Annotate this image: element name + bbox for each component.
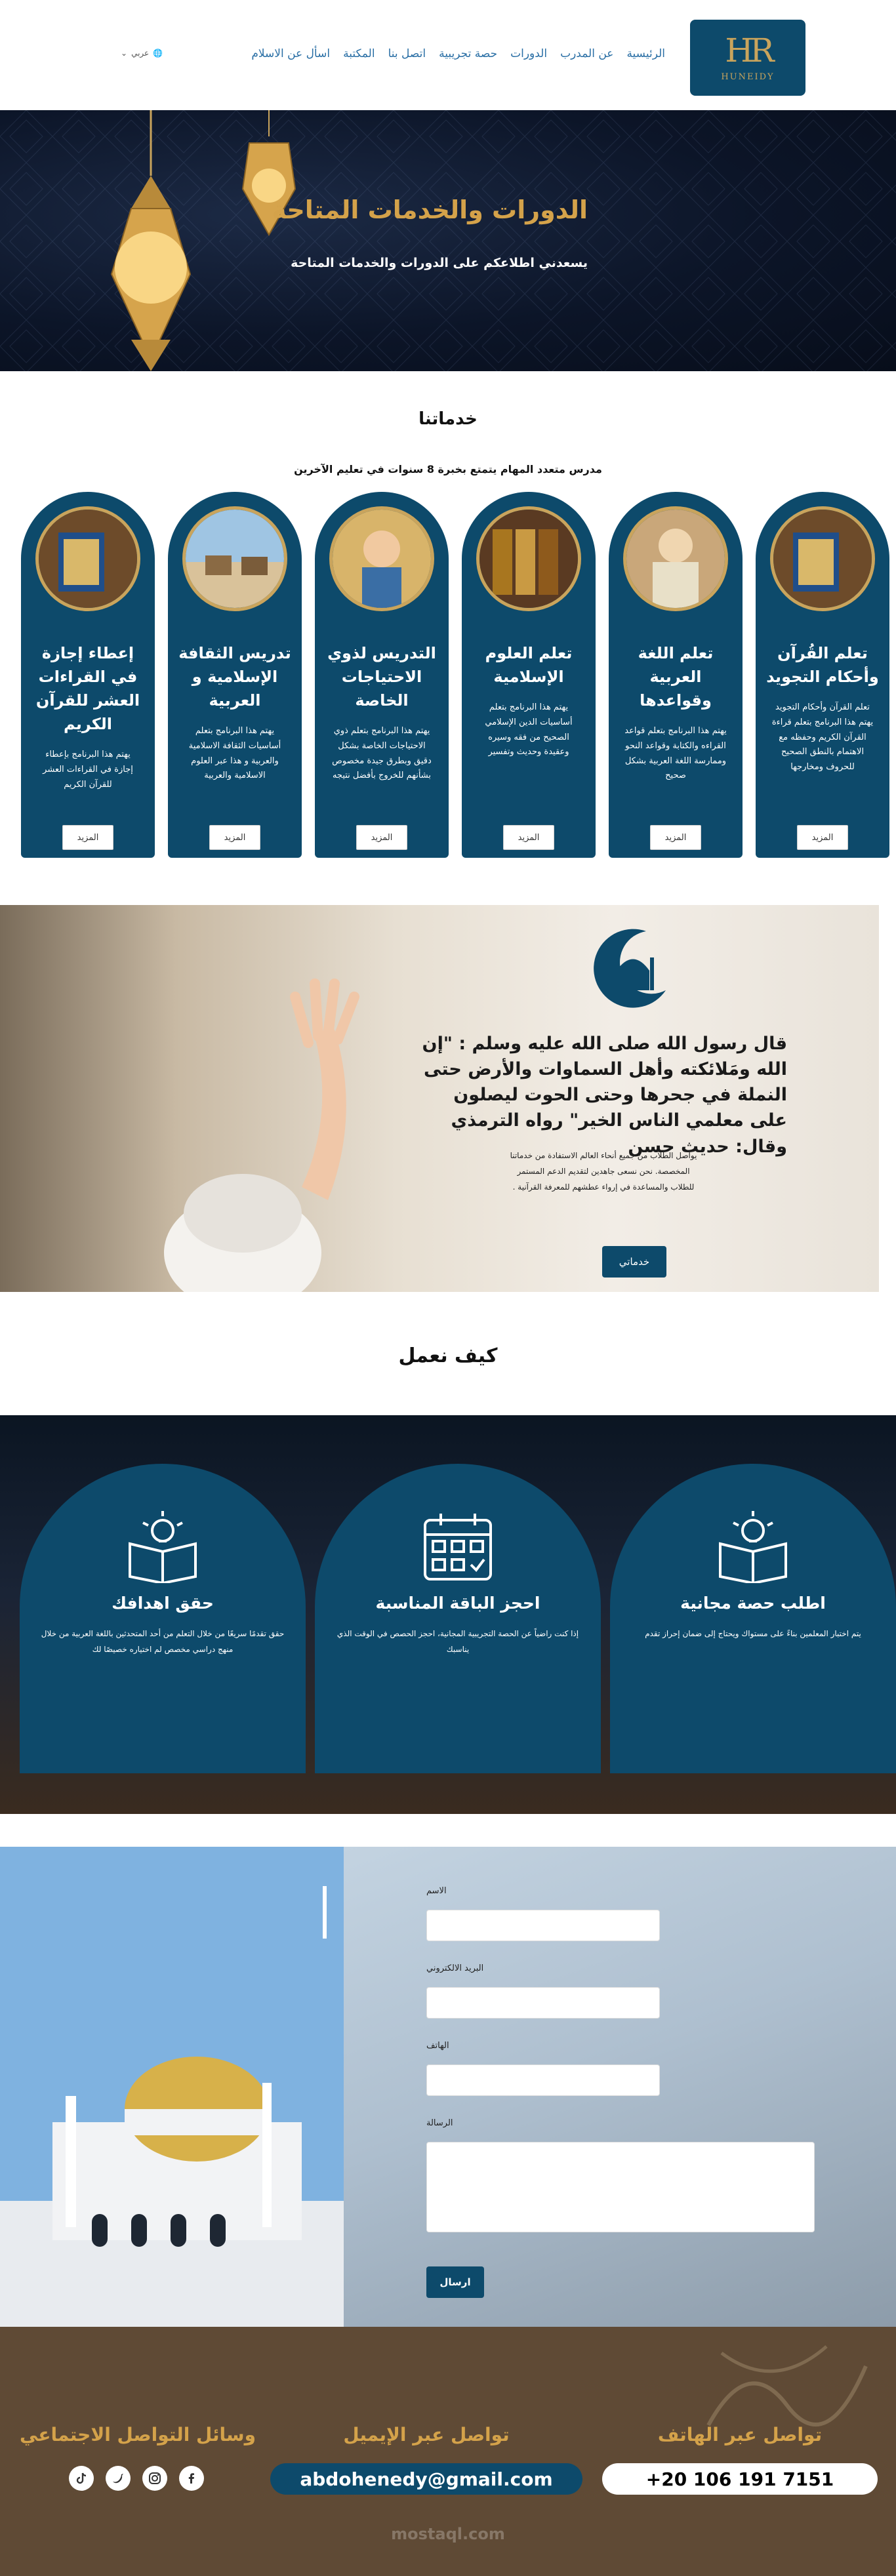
hadith-description: يواصل الطلاب من جميع أنحاء العالم الاستفادة من خدماتنا المخصصة. نحن نسعى جاهدين لتقديم الدعم المستمر للطلاب والمساعدة في إرواء عطشهم للمعرفة القرآنية . [510,1151,697,1192]
email-contact-title: تواصل عبر الإيميل [343,2424,510,2445]
services-title: خدماتنا [418,409,478,429]
quran-ijazah-image [35,506,140,611]
nav-about-trainer[interactable]: عن المدرب [560,47,614,60]
services-subtitle: مدرس متعدد المهام يتمتع بخبرة 8 سنوات في تعليم الآخرين [294,463,602,475]
name-field[interactable] [426,1910,660,1941]
social-links [63,2466,210,2491]
more-button[interactable]: المزيد [209,825,260,850]
phone-contact-title: تواصل عبر الهاتف [657,2424,823,2445]
nav-library[interactable]: المكتبة [343,47,375,60]
service-card[interactable] [168,492,302,858]
tiktok-icon[interactable] [69,2466,94,2491]
chevron-down-icon: ⌄ [121,49,128,58]
phone-number[interactable]: +20 106 191 7151 [602,2463,878,2495]
nav-ask-islam[interactable]: اسأل عن الاسلام [251,47,331,60]
logo-mark: HR [725,31,771,70]
more-button[interactable]: المزيد [503,825,554,850]
islamic-books-image [476,506,581,611]
email-address[interactable]: abdohenedy@gmail.com [270,2463,582,2495]
email-label: البريد الالكتروني [426,1963,484,1973]
hero-subtitle: يسعدني اطلاعكم على الدورات والخدمات المتاحة [291,256,588,270]
arabic-study-image [623,506,728,611]
send-button[interactable]: ارسال [426,2266,484,2298]
hero-banner [0,110,896,371]
more-button[interactable]: المزيد [797,825,848,850]
twitter-icon[interactable] [106,2466,131,2491]
main-nav [251,47,665,60]
how-step-title: اطلب حصة مجانية [680,1594,826,1613]
praying-child-image [118,905,459,1292]
how-step-title: احجز الباقة المناسبة [375,1594,540,1613]
mosque-image [0,1847,344,2327]
site-footer [0,2327,896,2576]
social-media-title: وسائل التواصل الاجتماعي [20,2424,256,2445]
nav-contact[interactable]: اتصل بنا [388,47,426,60]
nav-trial-lesson[interactable]: حصة تجريبية [439,47,498,60]
service-card[interactable] [315,492,449,858]
lantern-large-icon [92,110,210,371]
service-card[interactable] [609,492,743,858]
message-label: الرسالة [426,2118,453,2128]
language-label: عربي [131,49,150,58]
message-field[interactable] [426,2142,815,2232]
services-cards [20,492,889,858]
how-step-desc: إذا كنت راضياً عن الحصة التجريبية المجانية، احجز الحصص في الوقت الذي يناسبك [336,1629,579,1654]
service-card-desc: يهتم هذا البرنامج بتعلم أساسيات الثقافة الاسلامية والعربية و هذا عبر العلوم الاسلامية والعربية [188,726,281,781]
book-lightbulb-icon [123,1511,202,1583]
globe-icon: 🌐 [153,49,163,58]
hero-title: الدورات والخدمات المتاحة [272,195,588,224]
nav-home[interactable]: الرئيسية [626,47,665,60]
service-card-desc: يهتم هذا البرنامج بتعلم قواعد القراءه والكتابة وقواعد النحو وممارسة اللغة العربية بشكل صحيح [624,726,727,781]
service-card[interactable] [756,492,889,858]
service-card-desc: تعلم القرآن وأحكام التجويد يهتم هذا البرنامج بتعلم قراءة القرآن الكريم وحفظه مع الاهتمام بالنطق الصحيح للحروف ومخارجها [771,702,874,772]
calendar-icon [418,1511,497,1583]
phone-label: الهاتف [426,2041,449,2051]
site-logo[interactable] [690,20,805,96]
how-step-title: حقق اهدافك [112,1594,214,1613]
service-card-desc: يهتم هذا البرنامج بتعلم ذوي الاحتياجات الخاصة بشكل دقيق وبطرق جيدة مخصوص بشأنهم للخروج بأفضل نتيجه [332,726,432,781]
how-step-card [610,1464,896,1773]
my-services-button[interactable]: خدماتي [602,1246,666,1278]
name-label: الاسم [426,1886,447,1896]
facebook-icon[interactable] [179,2466,204,2491]
book-lightbulb-icon [714,1511,792,1583]
more-button[interactable]: المزيد [356,825,407,850]
camels-image [182,506,287,611]
watermark: mostaql.com [391,2525,505,2543]
how-step-desc: حقق تقدمًا سريعًا من خلال التعلم من أحد المتحدثين باللغة العربية من خلال منهج دراسي مخصص لم اختياره خصيصًا لك [41,1629,285,1654]
email-field[interactable] [426,1987,660,2019]
service-card-title: تدريس الثقافة الإسلامية و العربية [178,644,291,710]
logo-text: HUNEIDY [721,71,775,82]
service-card-desc: يهتم هذا البرنامج بتعلم أساسيات الدين الإسلامي الصحيح من فقه وسيره وعقيدة وحديث وتفسير [485,702,573,757]
how-step-desc: يتم اختبار المعلمين بناءً على مستواك ويحتاج إلى ضمان إحراز تقدم [645,1629,861,1638]
how-we-work-title: كيف نعمل [398,1344,498,1367]
service-card-title: التدريس لذوي الاحتياجات الخاصة [327,644,436,710]
service-card-desc: يهتم هذا البرنامج بإعطاء إجازة في القراءات العشر للقرآن الكريم [43,750,133,790]
hadith-quote: قال رسول الله صلى الله عليه وسلم : "إن الله ومَلائكته وأهل السماوات والأرض حتى النملة في جحرها وحتى الحوت ليصلون على معلمي الناس الخير" رواه الترمذي وقال: حديث حسن [422,1034,787,1157]
how-step-card [20,1464,306,1773]
service-card-title: تعلم العلوم الإسلامية [485,644,573,686]
language-switcher[interactable] [121,49,163,58]
hadith-section [0,905,879,1292]
instagram-icon[interactable] [142,2466,167,2491]
service-card-title: تعلم اللغة العربية وقواعدها [638,644,714,710]
how-step-card [315,1464,601,1773]
more-button[interactable]: المزيد [62,825,113,850]
nav-courses[interactable]: الدورات [510,47,548,60]
more-button[interactable]: المزيد [650,825,701,850]
site-header [0,0,896,110]
mosque-moon-logo-icon [580,918,679,1016]
service-card[interactable] [462,492,596,858]
quran-image [770,506,875,611]
service-card[interactable] [21,492,155,858]
service-card-title: تعلم القُرآن وأحكام التجويد [766,644,879,686]
child-learning-image [329,506,434,611]
service-card-title: إعطاء إجازة في القراءات العشر للقرآن الكريم [35,644,140,733]
how-we-work-section [0,1415,896,1814]
phone-field[interactable] [426,2064,660,2096]
